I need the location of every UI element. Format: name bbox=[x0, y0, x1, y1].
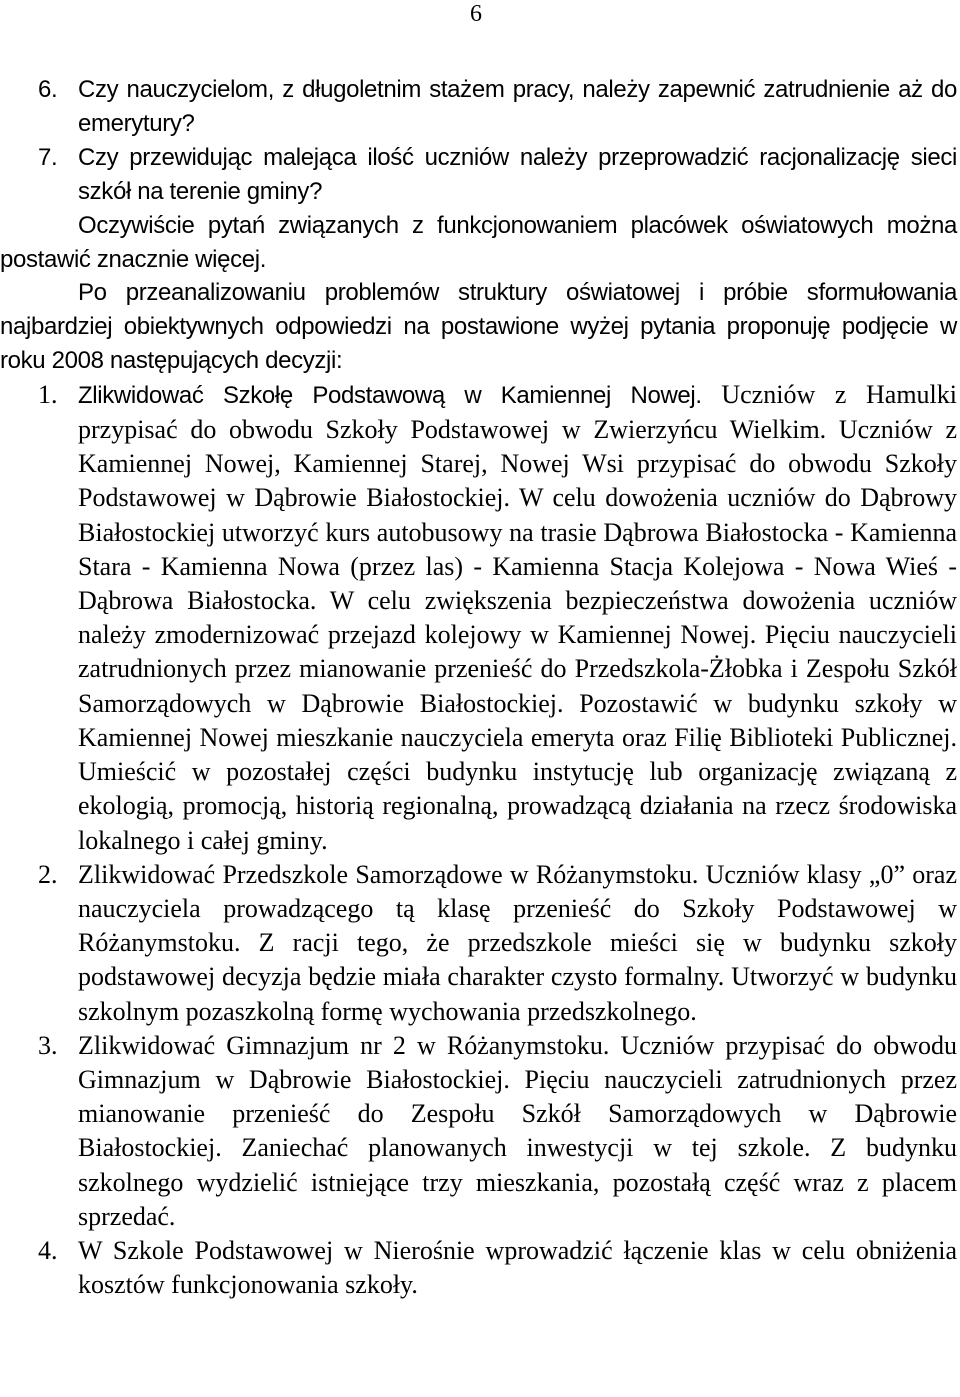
decision-heading: Zlikwidować Szkołę Podstawową w Kamiennej Nowej. bbox=[78, 382, 702, 410]
list-number: 4. bbox=[38, 1235, 58, 1265]
decision-text: Uczniów klasy „0” oraz nauczyciela prowadzącego tą klasę przenieść do Szkoły Podstawowej w Różanymstoku. Z racji tego, że przedszkole mieści się w budynku szkoły podstawowej decyzja będzie miała charakter czysto formalny. Utworzyć w budynku szkolnym pozaszkolną formę wychowania przedszkolnego. bbox=[78, 859, 957, 1026]
paragraph-intro: Oczywiście pytań związanych z funkcjonowaniem placówek oświatowych można postawić znacznie więcej. bbox=[0, 211, 957, 273]
list-number: 2. bbox=[38, 859, 58, 889]
list-number: 3. bbox=[38, 1030, 58, 1060]
question-item-7 bbox=[0, 141, 957, 209]
decision-heading: Zlikwidować Gimnazjum nr 2 w Różanymstoku. bbox=[78, 1030, 610, 1060]
decision-text: Uczniów przypisać do obwodu Gimnazjum w Dąbrowie Białostockiej. Pięciu nauczycieli zatrudnionych przez mianowanie przenieść do Zespołu Szkół Samorządowych w Dąbrowie Białostockiej. Zaniechać planowanych inwestycji w tej szkole. Z budynku szkolnego wydzielić istniejące trzy mieszkania, pozostałą część wraz z placem sprzedać. bbox=[78, 1030, 958, 1231]
list-number: 6. bbox=[38, 76, 58, 103]
decision-item-2 bbox=[0, 858, 957, 1029]
decision-heading: Zlikwidować Przedszkole Samorządowe w Różanymstoku. bbox=[78, 859, 699, 889]
question-item-6 bbox=[0, 73, 957, 141]
question-text: Czy nauczycielom, z długoletnim stażem pracy, należy zapewnić zatrudnienie aż do emerytury? bbox=[78, 76, 957, 137]
decision-heading: W Szkole Podstawowej w Nierośnie wprowadzić łączenie klas w celu obniżenia kosztów funkcjonowania szkoły. bbox=[78, 1235, 957, 1300]
list-number: 7. bbox=[38, 143, 58, 171]
decision-item-3 bbox=[0, 1029, 957, 1234]
decision-item-1 bbox=[0, 378, 957, 858]
list-number: 1. bbox=[38, 380, 58, 410]
question-list bbox=[0, 73, 957, 209]
paragraph-analysis: Po przeanalizowaniu problemów struktury oświatowej i próbie sformułowania najbardziej obiektywnych odpowiedzi na postawione wyżej pytania proponuję podjęcie w roku 2008 następujących decyzji: bbox=[0, 279, 957, 375]
decision-list bbox=[0, 378, 957, 1302]
decision-text: Uczniów z Hamulki przypisać do obwodu Szkoły Podstawowej w Zwierzyńcu Wielkim. Uczniów z Kamiennej Nowej, Kamiennej Starej, Nowej Wsi przypisać do obwodu Szkoły Podstawowej w Dąbrowie Białostockiej. W celu dowożenia uczniów do Dąbrowy Białostockiej utworzyć kurs autobusowy na trasie Dąbrowa Białostocka - Kamienna Stara - Kamienna Nowa (przez las) - Kamienna Stacja Kolejowa - Nowa Wieś - Dąbrowa Białostocka. W celu zwiększenia bezpieczeństwa dowożenia uczniów należy zmodernizować przejazd kolejowy w Kamiennej Nowej. Pięciu nauczycieli zatrudnionych przez mianowanie przenieść do Przedszkola-Żłobka i Zespołu Szkół Samorządowych w Dąbrowie Białostockiej. Pozostawić w budynku szkoły w Kamiennej Nowej mieszkanie nauczyciela emeryta oraz Filię Biblioteki Publicznej. Umieścić w pozostałej części budynku instytucję lub organizację związaną z ekologią, promocją, historią regionalną, prowadzącą działania na rzecz środowiska lokalnego i całej gminy. bbox=[78, 380, 957, 855]
document-body bbox=[0, 73, 957, 1302]
question-text: Czy przewidując malejąca ilość uczniów należy przeprowadzić racjonalizację sieci szkół na terenie gminy? bbox=[78, 143, 957, 205]
decision-item-4 bbox=[0, 1234, 957, 1302]
page-number: 6 bbox=[470, 1, 482, 27]
